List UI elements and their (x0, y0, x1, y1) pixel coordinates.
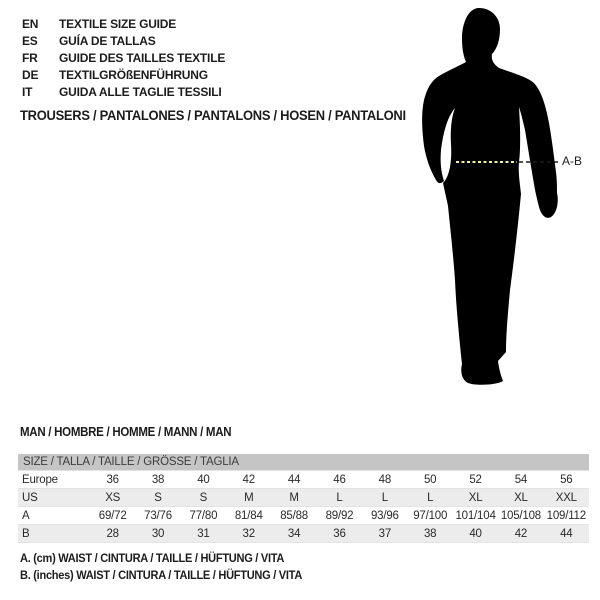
table-cell: 56 (544, 471, 589, 489)
table-cell: 48 (362, 471, 407, 489)
man-silhouette-figure (408, 0, 592, 398)
table-cell: 36 (317, 525, 362, 543)
language-code: IT (22, 84, 33, 99)
language-label: TEXTILGRÖßENFÜHRUNG (59, 67, 208, 82)
table-cell: 97/100 (408, 507, 453, 525)
table-cell: 40 (453, 525, 498, 543)
table-cell: 93/96 (362, 507, 407, 525)
table-cell: 44 (271, 471, 316, 489)
language-label: TEXTILE SIZE GUIDE (59, 16, 177, 31)
table-cell: L (408, 489, 453, 507)
language-label: GUÍA DE TALLAS (59, 33, 156, 48)
table-cell: 37 (362, 525, 407, 543)
table-cell: S (181, 489, 226, 507)
table-row-b-inches (18, 525, 589, 543)
table-cell: 31 (181, 525, 226, 543)
table-cell: XL (498, 489, 543, 507)
table-cell: XS (90, 489, 135, 507)
row-label: Europe (18, 471, 90, 489)
table-cell: XL (453, 489, 498, 507)
language-row-it (22, 83, 225, 100)
table-cell: M (226, 489, 271, 507)
table-cell: S (135, 489, 180, 507)
table-cell: 52 (453, 471, 498, 489)
measurement-notes (20, 551, 327, 585)
table-cell: 109/112 (544, 507, 589, 525)
table-cell: 77/80 (181, 507, 226, 525)
table-cell: 42 (498, 525, 543, 543)
table-cell: 50 (408, 471, 453, 489)
row-label: A (18, 507, 90, 525)
measurement-label: A-B (562, 154, 583, 168)
table-cell: 73/76 (135, 507, 180, 525)
size-table-header-row (18, 454, 589, 471)
table-cell: 101/104 (453, 507, 498, 525)
language-row-en (22, 15, 225, 32)
table-row-a-cm (18, 507, 589, 525)
note-a: A. (cm) WAIST / CINTURA / TAILLE / HÜFTUNG / VITA (20, 551, 285, 565)
table-cell: 81/84 (226, 507, 271, 525)
language-row-es (22, 32, 225, 49)
language-code: ES (22, 33, 38, 48)
table-cell: 54 (498, 471, 543, 489)
table-cell: 38 (135, 471, 180, 489)
table-cell: L (362, 489, 407, 507)
size-table (18, 454, 589, 543)
table-cell: 85/88 (271, 507, 316, 525)
note-b: B. (inches) WAIST / CINTURA / TAILLE / HÜFTUNG / VITA (20, 568, 303, 582)
table-cell: 89/92 (317, 507, 362, 525)
table-cell: 46 (317, 471, 362, 489)
table-cell: 34 (271, 525, 316, 543)
table-cell: 105/108 (498, 507, 543, 525)
table-cell: 30 (135, 525, 180, 543)
table-row-europe (18, 471, 589, 489)
table-cell: 36 (90, 471, 135, 489)
table-cell: 32 (226, 525, 271, 543)
language-row-de (22, 66, 225, 83)
language-row-fr (22, 49, 225, 66)
row-label: B (18, 525, 90, 543)
language-guide-list (22, 15, 225, 100)
table-cell: 42 (226, 471, 271, 489)
language-label: GUIDE DES TAILLES TEXTILE (59, 50, 226, 65)
size-table-header: SIZE / TALLA / TAILLE / GRÖSSE / TAGLIA (18, 454, 589, 471)
table-row-us (18, 489, 589, 507)
table-cell: 38 (408, 525, 453, 543)
man-silhouette-shape (422, 8, 558, 385)
language-code: EN (22, 16, 39, 31)
language-code: FR (22, 50, 38, 65)
table-cell: M (271, 489, 316, 507)
table-cell: 69/72 (90, 507, 135, 525)
table-cell: XXL (544, 489, 589, 507)
table-cell: 44 (544, 525, 589, 543)
table-cell: L (317, 489, 362, 507)
language-label: GUIDA ALLE TAGLIE TESSILI (59, 84, 222, 99)
table-cell: 40 (181, 471, 226, 489)
section-title: MAN / HOMBRE / HOMME / MANN / MAN (20, 425, 232, 439)
row-label: US (18, 489, 90, 507)
language-code: DE (22, 67, 39, 82)
table-cell: 28 (90, 525, 135, 543)
category-title: TROUSERS / PANTALONES / PANTALONS / HOSEN / PANTALONI (20, 108, 406, 123)
